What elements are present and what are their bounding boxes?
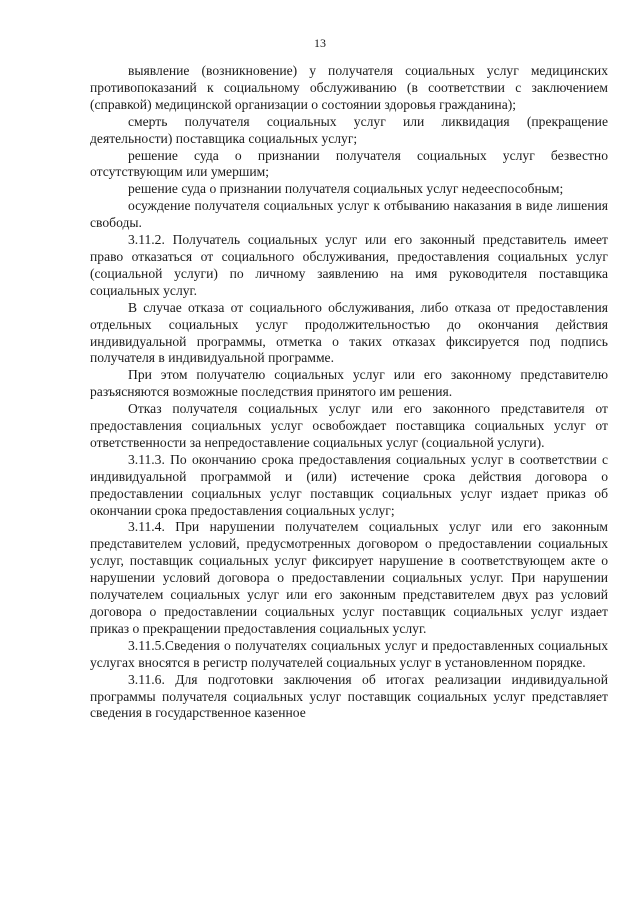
paragraph: При этом получателю социальных услуг или его законному представителю разъясняются возможные последствия принятого им решения. bbox=[90, 367, 608, 400]
paragraph: Отказ получателя социальных услуг или его законного представителя от предоставления социальных услуг освобождает поставщика социальных услуг от ответственности за непредоставление социальных услуг (социальной услуги). bbox=[90, 401, 608, 450]
paragraph: 3.11.5.Сведения о получателях социальных услуг и предоставленных социальных услугах вносятся в регистр получателей социальных услуг в установленном порядке. bbox=[90, 637, 608, 670]
paragraph: 3.11.6. Для подготовки заключения об итогах реализации индивидуальной программы получателя социальных услуг поставщик социальных услуг представляет сведения в государственное казенное bbox=[90, 671, 608, 721]
page-number: 13 bbox=[314, 36, 326, 50]
paragraph: 3.11.4. При нарушении получателем социальных услуг или его законным представителем условий, предусмотренных договором о предоставлении социальных услуг, поставщик социальных услуг фиксирует нарушение в соответствующем акте о нарушении условий договора о предоставлении социальных услуг. При нарушении получателем социальных услуг или его законным представителем двух раз условий договора о предоставлении социальных услуг поставщик социальных услуг издает приказ о прекращении предоставления социальных услуг. bbox=[90, 519, 608, 636]
paragraph: В случае отказа от социального обслуживания, либо отказа от предоставления отдельных социальных услуг продолжительностью до окончания действия индивидуальной программы, отметка о таких отказах фиксируется под подпись получателя в индивидуальной программе. bbox=[90, 299, 608, 366]
paragraph: 3.11.2. Получатель социальных услуг или его законный представитель имеет право отказаться от социального обслуживания, предоставления социальных услуг (социальной услуги) по личному заявлению на имя руководителя поставщика социальных услуг. bbox=[90, 232, 608, 298]
paragraph: осуждение получателя социальных услуг к отбыванию наказания в виде лишения свободы. bbox=[90, 198, 608, 231]
paragraph: смерть получателя социальных услуг или ликвидация (прекращение деятельности) поставщика социальных услуг; bbox=[90, 113, 608, 146]
paragraph: решение суда о признании получателя социальных услуг безвестно отсутствующим или умершим; bbox=[90, 147, 608, 180]
paragraph: решение суда о признании получателя социальных услуг недееспособным; bbox=[128, 181, 564, 197]
paragraph: выявление (возникновение) у получателя социальных услуг медицинских противопоказаний к социальному обслуживанию (в соответствии с заключением (справкой) медицинской организации о состоянии здоровья гражданина); bbox=[90, 63, 608, 112]
document-body bbox=[90, 63, 608, 722]
paragraph: 3.11.3. По окончанию срока предоставления социальных услуг в соответствии с индивидуальной программой и (или) истечение срока действия договора о предоставлении социальных услуг поставщик социальных услуг издает приказ об окончании срока предоставления социальных услуг; bbox=[90, 451, 608, 518]
